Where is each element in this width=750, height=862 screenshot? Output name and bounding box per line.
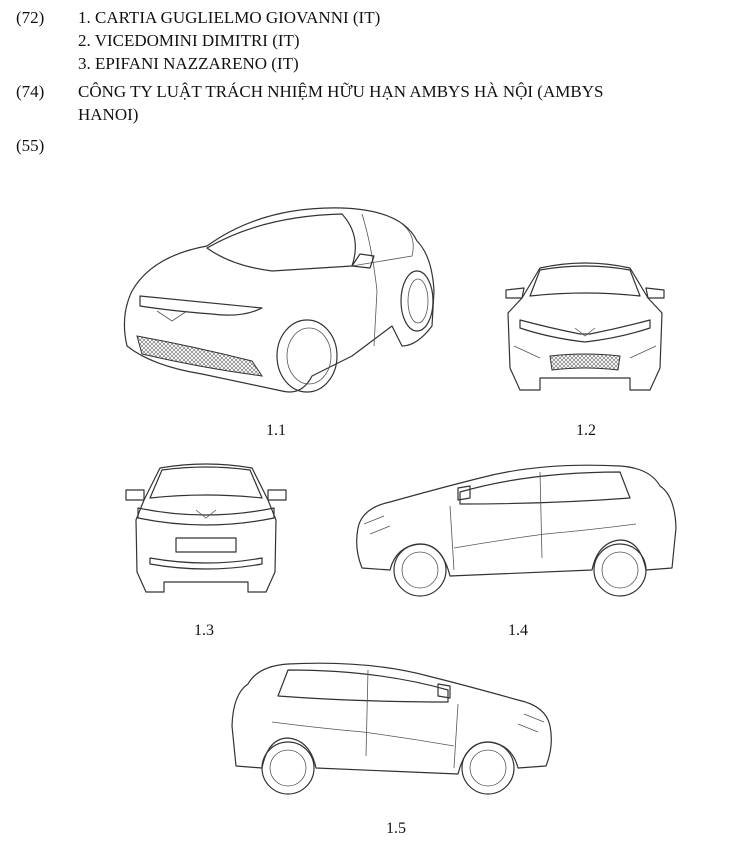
figure-label-1-1: 1.1 <box>266 422 286 439</box>
figure-1-2-front-view <box>500 258 670 398</box>
inventor-3: 3. EPIFANI NAZZARENO (IT) <box>78 54 299 73</box>
figure-label-1-2: 1.2 <box>576 422 596 439</box>
figure-label-1-3: 1.3 <box>194 622 214 639</box>
agent-line-2: HANOI) <box>78 105 139 124</box>
agent-line-1: CÔNG TY LUẬT TRÁCH NHIỆM HỮU HẠN AMBYS HÀ NỘI (AMBYS <box>78 82 604 101</box>
figure-label-1-5: 1.5 <box>386 820 406 837</box>
inid-code-74: (74) <box>16 82 45 101</box>
inid-code-55: (55) <box>16 136 45 155</box>
inventor-1: 1. CARTIA GUGLIELMO GIOVANNI (IT) <box>78 8 381 27</box>
figure-1-3-rear-view <box>120 460 292 600</box>
figure-label-1-4: 1.4 <box>508 622 528 639</box>
figure-1-5-right-side-view <box>218 656 558 796</box>
inid-code-72: (72) <box>16 8 45 27</box>
figure-1-4-left-side-view <box>350 458 690 598</box>
inventor-2: 2. VICEDOMINI DIMITRI (IT) <box>78 31 300 50</box>
figure-1-1-perspective-view <box>112 196 447 401</box>
